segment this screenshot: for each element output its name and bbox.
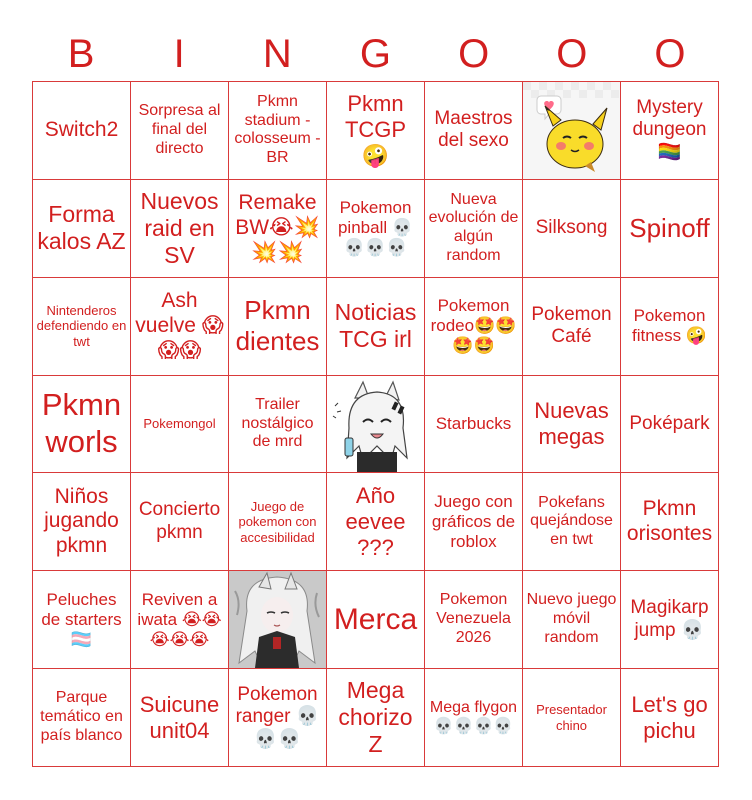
bingo-cell[interactable]: Forma kalos AZ bbox=[33, 180, 131, 278]
header-letter: O bbox=[654, 31, 686, 76]
bingo-cell[interactable]: Pkmn dientes bbox=[229, 278, 327, 376]
bingo-cell[interactable]: Pkmn orisontes bbox=[621, 473, 719, 571]
header-letter: B bbox=[67, 31, 95, 76]
bingo-cell[interactable]: Sorpresa al final del directo bbox=[131, 82, 229, 180]
header-letter: O bbox=[458, 31, 490, 76]
bingo-cell[interactable]: Presentador chino bbox=[523, 669, 621, 767]
bingo-cell[interactable]: Pkmn TCGP 🤪 bbox=[327, 82, 425, 180]
header-letter: I bbox=[173, 31, 185, 76]
bingo-cell[interactable]: Starbucks bbox=[425, 376, 523, 474]
bingo-cell[interactable]: Mystery dungeon 🏳️‍🌈 bbox=[621, 82, 719, 180]
bingo-cell-image[interactable] bbox=[523, 82, 621, 180]
bingo-cell[interactable]: Pokemon pinball 💀💀💀💀 bbox=[327, 180, 425, 278]
anime-girl-drawing-image bbox=[327, 376, 424, 473]
bingo-cell[interactable]: Peluches de starters 🏳️‍⚧️ bbox=[33, 571, 131, 669]
bingo-cell[interactable]: Concierto pkmn bbox=[131, 473, 229, 571]
bingo-board bbox=[32, 81, 719, 767]
bingo-cell[interactable]: Nueva evolución de algún random bbox=[425, 180, 523, 278]
header-letter: G bbox=[359, 31, 392, 76]
bingo-cell[interactable]: Reviven a iwata 😭😭😭😭😭 bbox=[131, 571, 229, 669]
bingo-cell[interactable]: Nuevos raid en SV bbox=[131, 180, 229, 278]
bingo-cell[interactable]: Pokemon ranger 💀💀💀 bbox=[229, 669, 327, 767]
header-letter: N bbox=[262, 31, 292, 76]
bingo-cell[interactable]: Noticias TCG irl bbox=[327, 278, 425, 376]
bingo-cell[interactable]: Mega flygon 💀💀💀💀 bbox=[425, 669, 523, 767]
bingo-cell-image[interactable] bbox=[229, 571, 327, 669]
bingo-cell[interactable]: Merca bbox=[327, 571, 425, 669]
bingo-cell[interactable]: Mega chorizo Z bbox=[327, 669, 425, 767]
bingo-cell[interactable]: Año eevee ??? bbox=[327, 473, 425, 571]
bingo-cell[interactable]: Juego de pokemon con accesibilidad bbox=[229, 473, 327, 571]
bingo-cell[interactable]: Let's go pichu bbox=[621, 669, 719, 767]
bingo-cell[interactable]: Suicune unit04 bbox=[131, 669, 229, 767]
bingo-cell[interactable]: Pokefans quejándose en twt bbox=[523, 473, 621, 571]
bingo-cell[interactable]: Pokemon Venezuela 2026 bbox=[425, 571, 523, 669]
bingo-cell-image[interactable] bbox=[327, 376, 425, 474]
bingo-cell[interactable]: Switch2 bbox=[33, 82, 131, 180]
bingo-cell[interactable]: Spinoff bbox=[621, 180, 719, 278]
bingo-cell[interactable]: Silksong bbox=[523, 180, 621, 278]
pikachu-sticker-image bbox=[523, 82, 620, 179]
bingo-header bbox=[32, 26, 719, 82]
bingo-cell[interactable]: Trailer nostálgico de mrd bbox=[229, 376, 327, 474]
bingo-cell[interactable]: Pokemongol bbox=[131, 376, 229, 474]
bingo-cell[interactable]: Nuevo juego móvil random bbox=[523, 571, 621, 669]
bingo-cell[interactable]: Remake BW😭💥💥💥 bbox=[229, 180, 327, 278]
bingo-cell[interactable]: Pkmn stadium - colosseum - BR bbox=[229, 82, 327, 180]
bingo-cell[interactable]: Maestros del sexo bbox=[425, 82, 523, 180]
anime-girl-portrait-image bbox=[229, 571, 326, 668]
header-letter: O bbox=[556, 31, 588, 76]
bingo-cell[interactable]: Poképark bbox=[621, 376, 719, 474]
bingo-cell[interactable]: Ash vuelve 😱😱😱 bbox=[131, 278, 229, 376]
bingo-cell[interactable]: Nintenderos defendiendo en twt bbox=[33, 278, 131, 376]
bingo-cell[interactable]: Pkmn worls bbox=[33, 376, 131, 474]
bingo-cell[interactable]: Pokemon fitness 🤪 bbox=[621, 278, 719, 376]
bingo-cell[interactable]: Magikarp jump 💀 bbox=[621, 571, 719, 669]
bingo-cell[interactable]: Niños jugando pkmn bbox=[33, 473, 131, 571]
bingo-cell[interactable]: Pokemon Café bbox=[523, 278, 621, 376]
bingo-cell[interactable]: Juego con gráficos de roblox bbox=[425, 473, 523, 571]
bingo-cell[interactable]: Pokemon rodeo🤩🤩🤩🤩 bbox=[425, 278, 523, 376]
bingo-cell[interactable]: Parque temático en país blanco bbox=[33, 669, 131, 767]
bingo-cell[interactable]: Nuevas megas bbox=[523, 376, 621, 474]
